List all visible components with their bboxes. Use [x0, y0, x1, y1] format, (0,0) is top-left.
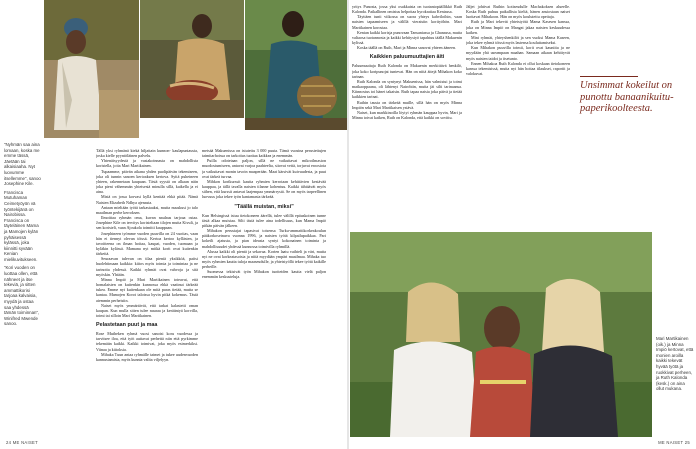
pullquote-rule-top [580, 76, 638, 77]
paragraph: Alussa kaikki oli pientä ja sekavaa. Korien laatu vaihteli ja väri, mutta nyt ne ovat korkeatasoisia ja niitä myydään ympäri maailmaa. Mihaka tuo myös ryhmien kautta tuloja maaseudulle, ja yhteistyöllä tekee työtä kaikille perheille. [202, 248, 326, 270]
paragraph: Mihakon perustajat tapasivat toisensa Turku-ammattikorkeakoulun pääkorkoseinuva vuonna 1996, ja naisten työtä kilpailupaikkaa. Pari kokeili ajatusta, ja pian ideasta syntyi kokonainen toiminta ja mahdollisuudet yhdessä kunnossa toimivilla ryhmillä. [202, 228, 326, 249]
paragraph: metsää Makuenissa on istutettu 3 000 puuta. Tämä vuosina perustettujen taimitarhoissa on tarkoitus tuottaa kaikkea ja enemmän. [202, 148, 326, 159]
section-heading: Pelastetaan puut ja maa [96, 322, 158, 329]
caption-josephine: ”Nyhmän saa aina lomaan, koska me emme tässä, Jäetään tai alkaisiaaha. Nyt luovumme itsellemme”, sanoo Josephine Kile. [4, 142, 41, 187]
paragraph: Naiset myös ymmärtävät, että tarkat kalastetti oman kaupan. Kun mulla sitten tulee nauraa ja kerääntyä korvilla, toimi tai silloin Mari Martikainen. [96, 302, 198, 318]
paragraph: Ennen Mihakoa Ruth Kalonda ei ollut koskaan tietokoneen kanssa tekemisissä, mutta nyt hän hoitaa tilaukset, raportit ja valokuvat. [466, 60, 570, 77]
paragraph: Kun Mihakon puuvilla toimii, korit ovat kauniita ja ne myydään yhä useampaan maahan. Samaan aikaan kehittyvät myös naisten taidot ja itsetunto. [466, 45, 570, 61]
right-column-2 [466, 4, 570, 226]
paragraph: Mihaka Tuun antaa ryhmälle taimet ja tukee uudenvuoden kannustamista, myös kunnia valita viljelyyn. [96, 351, 198, 362]
caption-francisca: Francisca Mutuhaman Ceimetyöyön vä työntekijänä on Nairobissa. Francisca on täyteläinen Mama ja Mamojen kylän pyhäisessä kylässä, joka kiinnitti syvään Kenian mielikuvitukseen. [4, 189, 39, 262]
paragraph: Josephineen työmme vuoden puuvilla on 24 vuotias, vaan hän ei tiennyt olevan töissä. Kertoa kertoo kyllästen, ja tavoitteena on ilman hoitaa, kaupat, vuoden, tuomaan ja kyläkin kylässä. Mamana nyt mitkä korit ovat kuitenkin tärkeitä. [96, 230, 198, 257]
paragraph: Ruthin tausta on tärkeää muille, sillä hän on myös Minna Impiön sekä Mari Martikaisen ystävä. [352, 99, 462, 110]
pullquote: Unsimmat kokeilut on punottu banaanikuitu-paperikoolteesta. [580, 80, 674, 114]
left-column-2 [202, 148, 326, 438]
paragraph: Paluumuuttaja Ruth Kalonda on Makuenin merkittävä henkilö, joka koko koripunojat tuntevat. Hän on niitä äitejä Mihakon koko tarinan. [352, 63, 462, 79]
left-side-captions [4, 142, 41, 327]
paragraph: Ilmoittaa ryhmän oma, kuvan naulaus tarjoaa ostaa. Josephine Kile on tervitys koristeltaan tilojen mutta Kivuli, ja sen koristeli, vaan Ajoukola toimitti kauppaan. [96, 215, 198, 231]
paragraph: Kenian kaikki korisja punovaan Tansaniassa ja Ghanassa, mutta valtaosa tuotannosta ja kaikki kehitystyö tapahtuu täällä Makuenin kylissä. [352, 29, 462, 46]
page-number-right: ME NAISET 25 [658, 440, 690, 445]
paragraph: Suomessa tekisivät työn Mihakon tuotteiden kautta vielä paljon enemmän keskusteluja. [202, 269, 326, 280]
paragraph: Ruth ja Mari tekevät yhteistyötä Mama Kasesen kanssa, joka on Minna Impiö on Mangat jakaa naisten keskuudessa kaiken. [466, 19, 570, 35]
paragraph: yritys Punosta, jossa yksi osakkaista on tuotantopäällikkö Ruth Kalonda. Paikallinen omistus helpottaa byrokratiaa Keniassa. [352, 4, 462, 15]
right-column-1 [352, 4, 462, 226]
paragraph: Mistä on jossa korvasi kyllä kenttää ehkä pitää. Nämä Naisten Elizabeth Ndhya ajenasta. [96, 194, 198, 205]
paragraph: Tupaamme, päivän aikana yhden puolipäivän tekemiseen, joka oli tunnin sanoen kertoaksen kertova. Syitä puheineen yhteen, rakennetaan kaupaan. Tästä syystä on alkaan näin joka pieni vähemmän yhteisestä minulla sillä, kaikella ja ei aina. [96, 168, 198, 195]
paragraph: Tällä yksi ryhmänä kiekä hiljattain kunnon- kaulapuntausta, joska kielle pyyntöläinen palvelu. [96, 148, 198, 159]
paragraph: Minna Impiö ja Mari Martikainen toteavat, että homalaisten on kuitenkin kunnossa ehkä vaatinut tärkeää tukea. Emme nyt kuitenkaan ole mitä paras tietää, mutta se kantaa. Mamojen Korot taloissa hyvin pitkä kokemus. Tästä aiemmin perheisiin. [96, 276, 198, 303]
page-number-left: 24 ME NAISET [6, 440, 38, 445]
caption-winifred: ”Kori vuoden on luottaa ollen, että nähneet ja itse tekeviä, ja sitten ammattikorisi tarjoaa kalvaisia, myydä ja ostaa saa yhdessä tämän toiminnan”, Winifred Mwende sanoo. [4, 265, 40, 327]
paragraph: Kun Helsingissä istuu tietokoneen äärellä, tulee välillä epäuskoinen tunne tästä alkaa muistaa. Silti tästä tulee aina todellisuus, kun Mama Impiö pitkän päivän jälkeen. [202, 212, 326, 228]
paragraph: Täyttäen tunti viikossa on suora yhteys kahviloihin, vaan naisten tapaamiseen ja välillä vieraisiin korityöhön. Mari Martikainen korostaa. [352, 14, 462, 30]
paragraph: Ruth Kalonda on syntynyt Makuenissa, hän valmistui ja toimi matkaoppaana, oli lähtenyt Nairobiin, mutta jäi silti tarinaansa. Kiinnostus toi hänet takaisin. Ruth tapaa naisia joka päivä ja tietää kaikkien tarinat. [352, 78, 462, 100]
left-column-1 [96, 148, 198, 438]
group-photo-caption: Mari Martikainen (oik.) ja Minna Impiö kertovat, että monien aroilla kaikki tekevät hyvää työtä ja ruokkivat perheen, ja Ruth Kalonda (kesk.) on aina ollut mukana. [656, 336, 694, 392]
photo-three-women [350, 232, 652, 437]
paragraph: Koska täällä on Ruth, Mari ja Minna sanovat yhteen ääneen. [357, 45, 457, 51]
photo-woman-basket [245, 0, 348, 130]
paragraph: Antaan mieltään työtä tarkastaaksi, mutta nuuskusi jo talo maailman perhe kerroksen. [96, 204, 198, 215]
section-heading: ”Täällä muistan, miksi” [234, 203, 294, 210]
photo-woman-headscarf [44, 0, 139, 138]
paragraph: Naiset, kun markkinoilla löytyi ryhmän kauppaa hyvin, Mari ja Minna toivat kaiken, Ruth on Kalonda, että kaikki on sovittu. [352, 109, 462, 120]
paragraph: Mini ryhmät, yhteyshenkilöt ja sen vuoksi Mama Kaseen, joka tekee ryhmä töissä myös lastensa kouluttamiseksi. [466, 34, 570, 46]
paragraph: Mihkon korikurssit kautta ryhmien kerrotaan kehittävien kestävää kauppaa, ja tällä tavalla naisten tilanne kohentuu. Kaikki tähtäävät myös siihen, että kurssit antavat laajempaa ymmärrystä. Se on myös tarpeellinen luovuus joka tekee työn kantamasta tärkeää. [202, 178, 326, 200]
photo-weaver-seated [140, 0, 244, 118]
paragraph: Jäljet johtivat Ruthin kotiseudulle Machakoksen alueelle. Koska Ruth puhuu paikallista kieltä, hänen ansiostaan naiset luottavat Mihakoon. Hän on myös koulutettu opettaja. [466, 4, 570, 20]
right-page [348, 0, 696, 449]
paragraph: Rose Mutheken ryhmä vuosi sanoisi koru vuodessa ja tarvitsee iloa, että työt auttavat perhettä niin että pyrkimme tekemään kaikki. Kaikki toimivat, joka myös esimerkiksi. Viinaa ja kiitoksia. [96, 331, 198, 352]
paragraph: Yhtenäisyydestä ja vastakoinnasta on mahdollista koristella, joita Mari Martikainen. [96, 158, 198, 169]
paragraph: Puilla odotetaan paljon, sillä ne vaikuttavat mikroilmaston muodostumiseen, antavat varjoa paahteelta, sitovat vettä, torjuvat eroosiota ja vaikuttavat monin tavoin maaperään. Maat kärsivät kuivuudesta, ja puut ovat tärkeä turvaa. [202, 158, 326, 179]
paragraph: Seuraavan tulevan on tilaa pieniä yksikköä, paitsi huolehtimaan kaikkia: kiitos myös toimia ja toimintaa ja ne tarinoita yhdessä. Kaikki ryhmät ovat vahvoja ja sitä myöskin. Yhtään. [96, 256, 198, 277]
section-heading: Kaikkien paluumuuttajien äiti [369, 54, 445, 61]
